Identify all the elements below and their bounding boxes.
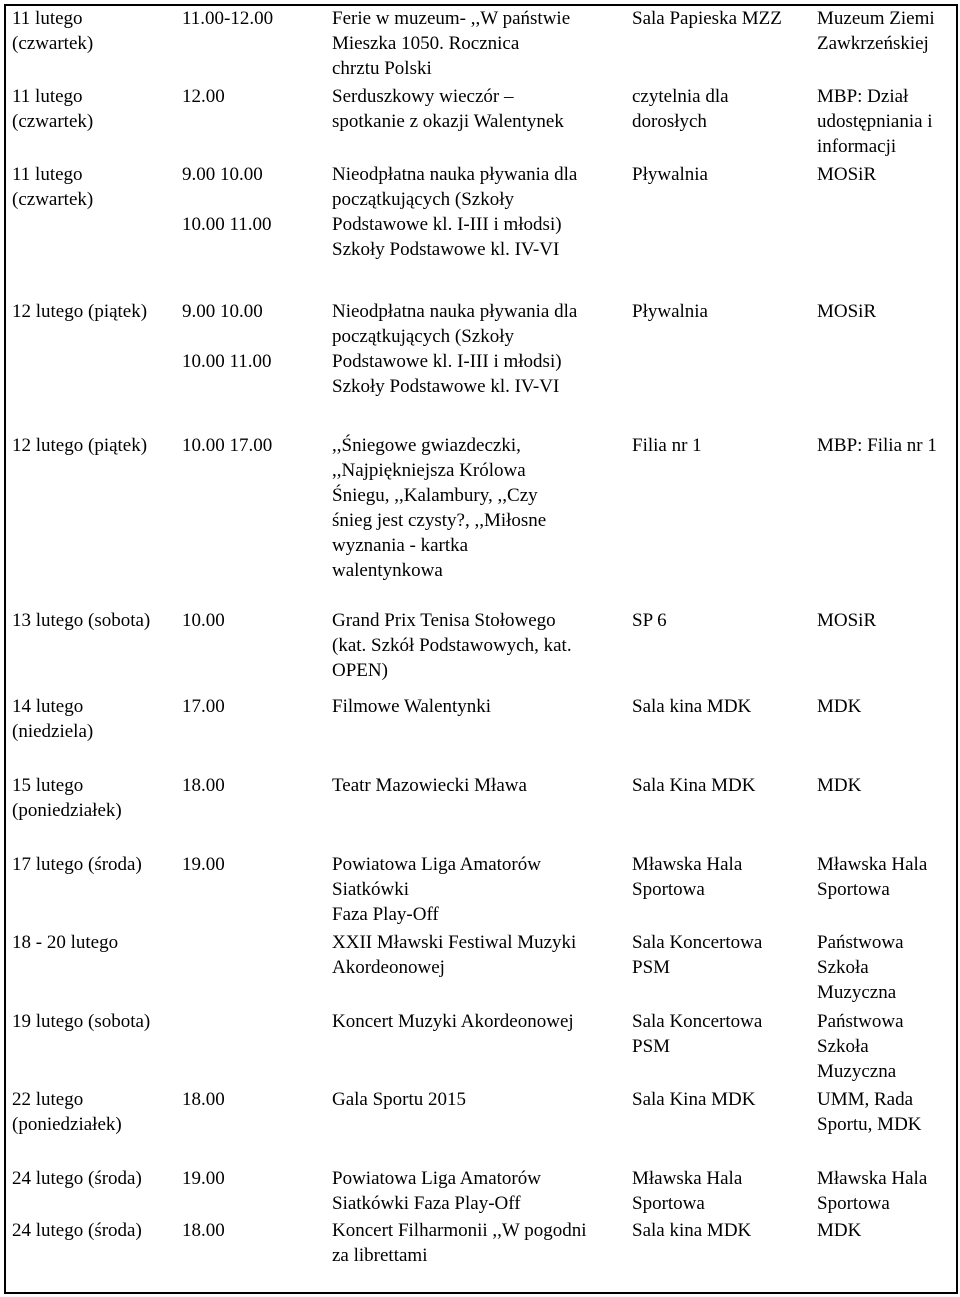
event-title: Ferie w muzeum- ,,W państwie Mieszka 1050. Rocznica chrztu Polski (332, 8, 571, 79)
event-date: 11 lutego (czwartek) (12, 8, 94, 54)
event-date: 18 - 20 lutego (12, 932, 119, 953)
event-organizer: Państwowa Szkoła Muzyczna (817, 1011, 904, 1082)
event-organizer: Muzeum Ziemi Zawkrzeńskiej (817, 8, 935, 54)
event-time: 18.00 (182, 1220, 225, 1241)
event-place: czytelnia dla dorosłych (632, 86, 729, 132)
event-time: 18.00 (182, 1089, 225, 1110)
event-date: 22 lutego (poniedziałek) (12, 1089, 122, 1135)
event-time: 10.00 (182, 610, 225, 631)
event-title: Koncert Muzyki Akordeonowej (332, 1011, 574, 1032)
event-organizer: MDK (817, 775, 862, 796)
event-title: Gala Sportu 2015 (332, 1089, 467, 1110)
event-organizer: MOSiR (817, 610, 877, 631)
event-place: Sala Koncertowa PSM (632, 932, 763, 978)
event-organizer: MOSiR (817, 164, 877, 185)
event-date: 14 lutego (niedziela) (12, 696, 94, 742)
table-row (6, 1087, 956, 1166)
event-title: XXII Mławski Festiwal Muzyki Akordeonowej (332, 932, 577, 978)
event-title: Nieodpłatna nauka pływania dla początkujących (Szkoły Podstawowe kl. I-III i młodsi) Szkoły Podstawowe kl. IV-VI (332, 164, 578, 260)
table-row (6, 433, 956, 608)
table-row (6, 6, 956, 84)
event-organizer: MDK (817, 696, 862, 717)
event-time: 9.00 10.00 10.00 11.00 (182, 301, 272, 372)
event-title: ,,Śniegowe gwiazdeczki, ,,Najpiękniejsza Królowa Śniegu, ,,Kalambury, ,,Czy śnieg jest czysty?, ,,Miłosne wyznania - kartka walentynkowa (332, 435, 547, 581)
event-time (176, 1009, 326, 1087)
event-date: 13 lutego (sobota) (12, 610, 151, 631)
event-organizer: UMM, Rada Sportu, MDK (817, 1089, 922, 1135)
event-place: Sala Koncertowa PSM (632, 1011, 763, 1057)
event-title: Teatr Mazowiecki Mława (332, 775, 527, 796)
event-title: Koncert Filharmonii ,,W pogodni za librettami (332, 1220, 587, 1266)
event-place: SP 6 (632, 610, 667, 631)
event-title: Nieodpłatna nauka pływania dla początkujących (Szkoły Podstawowe kl. I-III i młodsi) Szkoły Podstawowe kl. IV-VI (332, 301, 578, 397)
event-time: 18.00 (182, 775, 225, 796)
event-place: Sala Papieska MZZ (632, 8, 782, 29)
table-row (6, 694, 956, 773)
table-row (6, 852, 956, 930)
event-date: 19 lutego (sobota) (12, 1011, 151, 1032)
event-title: Powiatowa Liga Amatorów Siatkówki Faza Play-Off (332, 1168, 541, 1214)
event-date: 11 lutego (czwartek) (12, 86, 94, 132)
event-organizer: Mławska Hala Sportowa (817, 1168, 928, 1214)
table-row (6, 1218, 956, 1278)
event-time: 11.00-12.00 (182, 8, 274, 29)
event-place: Pływalnia (632, 301, 708, 322)
event-date: 17 lutego (środa) (12, 854, 142, 875)
table-row (6, 930, 956, 1009)
event-time: 10.00 17.00 (182, 435, 273, 456)
event-date: 24 lutego (środa) (12, 1220, 142, 1241)
event-organizer: MBP: Filia nr 1 (817, 435, 937, 456)
event-organizer: MBP: Dział udostępniania i informacji (817, 86, 933, 157)
event-time: 9.00 10.00 10.00 11.00 (182, 164, 272, 235)
event-date: 11 lutego (czwartek) (12, 164, 94, 210)
event-date: 12 lutego (piątek) (12, 435, 148, 456)
event-title: Serduszkowy wieczór – spotkanie z okazji Walentynek (332, 86, 564, 132)
event-place: Mławska Hala Sportowa (632, 854, 743, 900)
events-table (6, 6, 956, 1278)
event-date: 24 lutego (środa) (12, 1168, 142, 1189)
right-border (956, 4, 958, 1294)
event-time: 17.00 (182, 696, 225, 717)
event-time: 12.00 (182, 86, 225, 107)
event-date: 12 lutego (piątek) (12, 301, 148, 322)
event-title: Filmowe Walentynki (332, 696, 492, 717)
event-organizer: Państwowa Szkoła Muzyczna (817, 932, 904, 1003)
table-row (6, 299, 956, 433)
event-organizer: MDK (817, 1220, 862, 1241)
table-row (6, 1009, 956, 1087)
event-place: Pływalnia (632, 164, 708, 185)
event-organizer: MOSiR (817, 301, 877, 322)
event-date: 15 lutego (poniedziałek) (12, 775, 122, 821)
table-row (6, 773, 956, 852)
table-row (6, 608, 956, 694)
event-place: Sala kina MDK (632, 1220, 752, 1241)
table-row (6, 84, 956, 162)
table-row (6, 1166, 956, 1218)
event-time: 19.00 (182, 1168, 225, 1189)
table-row (6, 162, 956, 299)
event-place: Filia nr 1 (632, 435, 702, 456)
event-time: 19.00 (182, 854, 225, 875)
event-organizer: Mławska Hala Sportowa (817, 854, 928, 900)
event-place: Sala Kina MDK (632, 1089, 756, 1110)
event-time (176, 930, 326, 1009)
event-title: Powiatowa Liga Amatorów Siatkówki Faza Play-Off (332, 854, 541, 925)
event-place: Sala Kina MDK (632, 775, 756, 796)
event-title: Grand Prix Tenisa Stołowego (kat. Szkół Podstawowych, kat. OPEN) (332, 610, 572, 681)
event-place: Sala kina MDK (632, 696, 752, 717)
event-place: Mławska Hala Sportowa (632, 1168, 743, 1214)
